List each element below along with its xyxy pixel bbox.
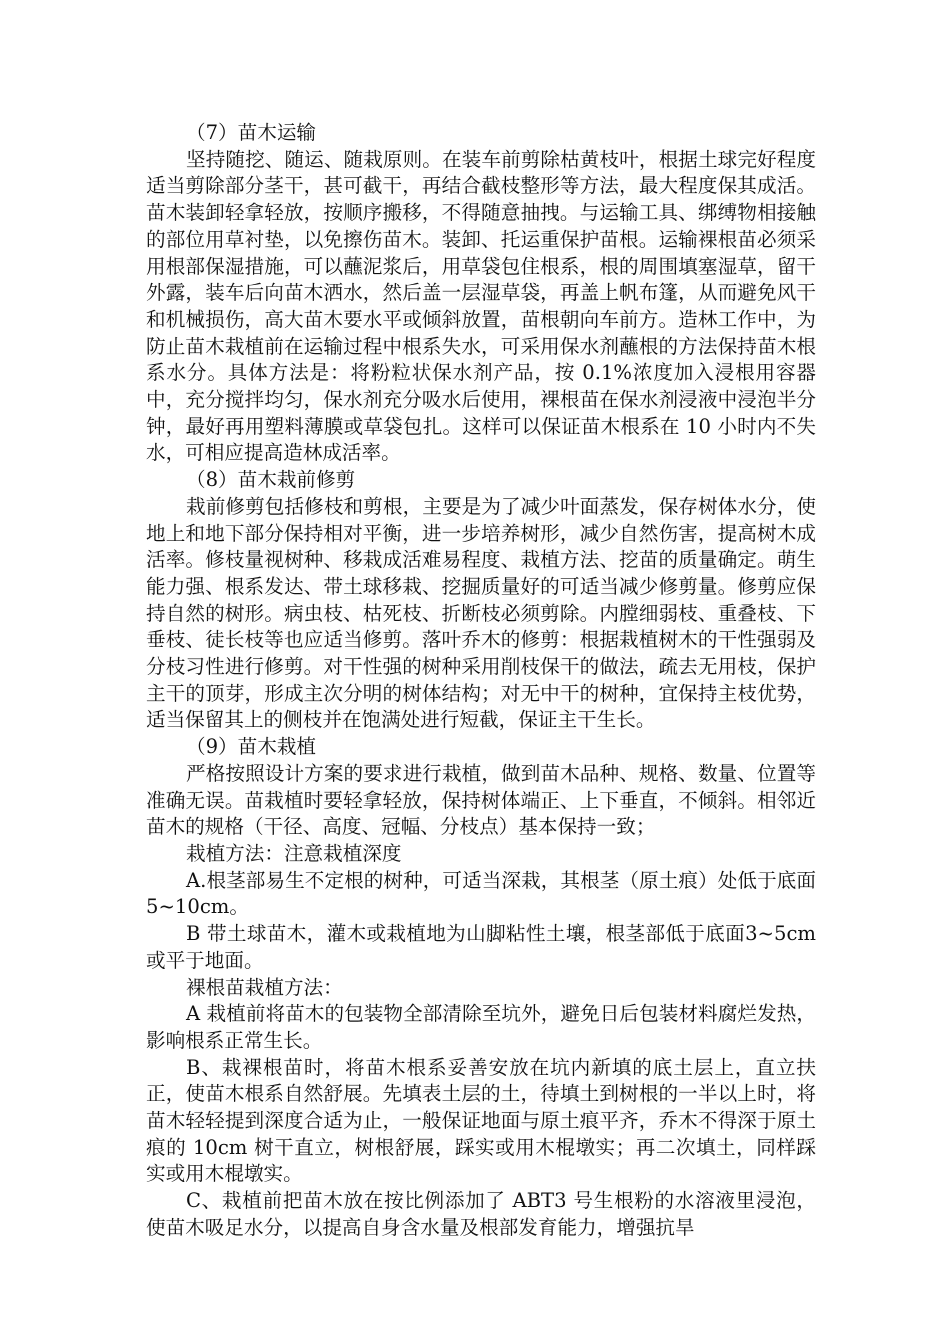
paragraph: 裸根苗栽植方法： (186, 975, 343, 999)
paragraph: C、栽植前把苗木放在按比例添加了 ABT3 号生根粉的水溶液里浸泡，使苗木吸足水分，以提高自身含水量及根部发育能力，增强抗旱 (146, 1189, 816, 1239)
paragraph: A 栽植前将苗木的包装物全部清除至坑外，避免日后包装材料腐烂发热，影响根系正常生长。 (146, 1002, 816, 1052)
paragraph: 栽前修剪包括修枝和剪根，主要是为了减少叶面蒸发，保存树体水分，使地上和地下部分保持相对平衡，进一步培养树形，减少自然伤害，提高树木成活率。修枝量视树种、移栽成活难易程度、栽植方法、挖苗的质量确定。萌生能力强、根系发达、带土球移栽、挖掘质量好的可适当减少修剪量。修剪应保持自然的树形。病虫枝、枯死枝、折断枝必须剪除。内膛细弱枝、重叠枝、下垂枝、徒长枝等也应适当修剪。落叶乔木的修剪：根据栽植树木的干性强弱及分枝习性进行修剪。对干性强的树种采用削枝保干的做法，疏去无用枝，保护主干的顶芽，形成主次分明的树体结构；对无中干的树种，宜保持主枝优势，适当保留其上的侧枝并在饱满处进行短截，保证主干生长。 (146, 494, 816, 732)
paragraph: 栽植方法：注意栽植深度 (186, 841, 402, 865)
paragraph: B 带土球苗木，灌木或栽植地为山脚粘性土壤，根茎部低于底面3~5cm 或平于地面。 (146, 922, 816, 972)
section-heading-8: （8）苗木栽前修剪 (186, 468, 356, 492)
paragraph: 严格按照设计方案的要求进行栽植，做到苗木品种、规格、数量、位置等准确无误。苗栽植时要轻拿轻放，保持树体端正、上下垂直，不倾斜。相邻近苗木的规格（干径、高度、冠幅、分枝点）基本保持一致； (146, 761, 816, 839)
document-body (146, 120, 816, 1242)
paragraph: A.根茎部易生不定根的树种，可适当深栽，其根茎（原土痕）处低于底面 5~10cm。 (146, 868, 816, 919)
section-heading-7: （7）苗木运输 (186, 121, 317, 144)
section-heading-9: （9）苗木栽植 (186, 735, 317, 759)
paragraph: B、栽裸根苗时，将苗木根系妥善安放在坑内新填的底土层上，直立扶正，使苗木根系自然舒展。先填表土层的土，待填土到树根的一半以上时，将苗木轻轻提到深度合适为止，一般保证地面与原土痕平齐，乔木不得深于原土痕的 10cm 树干直立，树根舒展，踩实或用木棍墩实；再二次填土，同样踩实或用木棍墩实。 (146, 1055, 816, 1186)
paragraph: 坚持随挖、随运、随栽原则。在装车前剪除枯黄枝叶，根据土球完好程度适当剪除部分茎干，甚可截干，再结合截枝整形等方法，最大程度保其成活。苗木装卸轻拿轻放，按顺序搬移，不得随意抽拽。与运输工具、绑缚物相接触的部位用草衬垫，以免擦伤苗木。装卸、托运重保护苗根。运输裸根苗必须采用根部保湿措施，可以蘸泥浆后，用草袋包住根系，根的周围填塞湿草，留干外露，装车后向苗木洒水，然后盖一层湿草袋，再盖上帆布篷，从而避免风干和机械损伤，高大苗木要水平或倾斜放置，苗根朝向车前方。造林工作中，为防止苗木栽植前在运输过程中根系失水，可采用保水剂蘸根的方法保持苗木根系水分。具体方法是：将粉粒状保水剂产品，按 0.1%浓度加入浸根用容器中，充分搅拌均匀，保水剂充分吸水后使用，裸根苗在保水剂浸液中浸泡半分钟，最好再用塑料薄膜或草袋包扎。这样可以保证苗木根系在 10 小时内不失水，可相应提高造林成活率。 (146, 147, 816, 465)
